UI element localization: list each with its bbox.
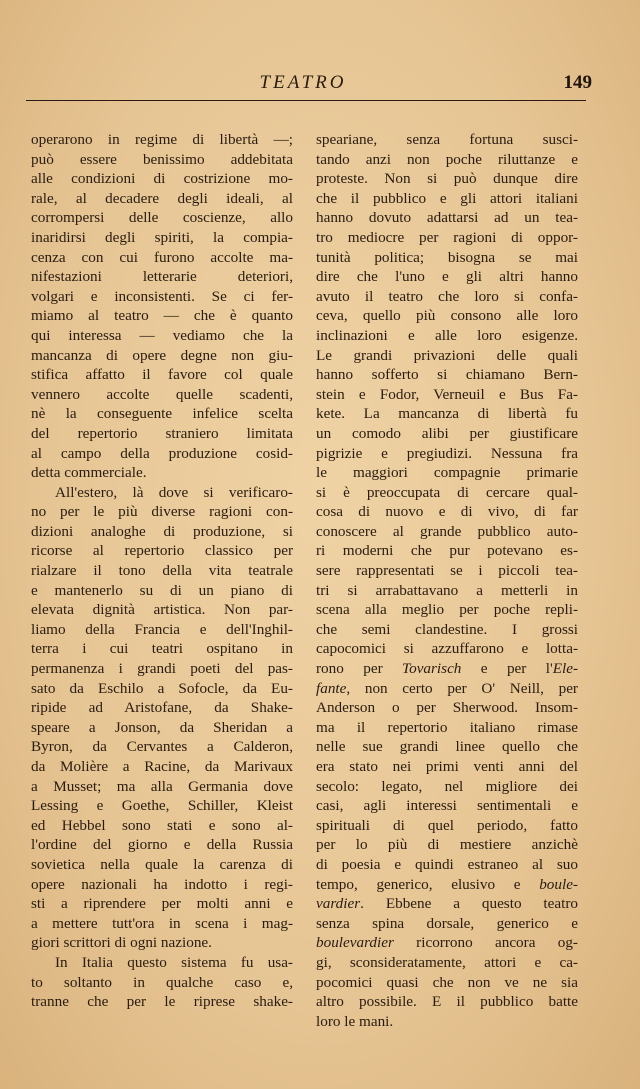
text-line: al campo della produzione cosid-: [31, 444, 293, 462]
text-line: opere nazionali ha indotto i regi-: [31, 875, 293, 893]
text-line: secolo: legato, nel migliore dei: [316, 777, 578, 795]
text-line: no per le più diverse ragioni con-: [31, 503, 293, 521]
text-line: tranne che per le riprese shake-: [31, 993, 293, 1011]
text-line: un comodo alibi per giustificare: [316, 424, 578, 442]
text-line: casi, agli interessi sentimentali e: [316, 797, 578, 815]
text-line: to soltanto in qualche caso e,: [31, 973, 293, 991]
text-line: a mettere tutt'ora in scena i mag-: [31, 914, 293, 932]
text-line: si è preoccupata di cercare qual-: [316, 483, 578, 501]
text-line: In Italia questo sistema fu usa-: [55, 953, 293, 971]
text-line: senza spina dorsale, generico e: [316, 914, 578, 932]
italic-title: Ele-: [552, 660, 579, 678]
text-line: nè la conseguente infelice scelta: [31, 405, 293, 423]
text-line: stein e Fodor, Verneuil e Bus Fa-: [316, 385, 578, 403]
italic-title: boule-: [539, 875, 578, 893]
text-line: Byron, da Cervantes a Calderon,: [31, 738, 293, 756]
text-line: cenza con cui furono accolte ma-: [31, 248, 293, 266]
text-line: [316, 933, 578, 953]
text-line: permanenza i grandi poeti del pas-: [31, 660, 293, 678]
text-line: elevata dignità artistica. Non par-: [31, 601, 293, 619]
header-rule: [26, 100, 586, 101]
text-line: [316, 875, 578, 895]
text-line: nifestazioni letterarie deteriori,: [31, 268, 293, 286]
text-line: miamo al teatro — che è quanto: [31, 307, 293, 325]
text-line: proteste. Non si può dunque dire: [316, 170, 578, 188]
text-line: Lessing e Goethe, Schiller, Kleist: [31, 797, 293, 815]
italic-title: vardier: [316, 895, 361, 913]
text-line: a Musset; ma alla Germania dove: [31, 777, 293, 795]
text-line: avuto il teatro che loro si confa-: [316, 287, 578, 305]
text-line: scena alla meglio per poche repli-: [316, 601, 578, 619]
text-line: liamo della Francia e dell'Inghil-: [31, 620, 293, 638]
text-segment: . Ebbene a questo teatro: [360, 895, 578, 913]
text-line: dire che l'uno e gli altri hanno: [316, 268, 578, 286]
text-line: ma il repertorio italiano rimase: [316, 718, 578, 736]
text-line: tunità politica; bisogna se mai: [316, 248, 578, 266]
text-line: altro possibile. E il pubblico batte: [316, 993, 578, 1011]
text-line: pocomici quasi che non ve ne sia: [316, 973, 578, 991]
text-line: era stato nei primi venti anni del: [316, 758, 578, 775]
text-segment: e per l': [461, 660, 553, 678]
page-number: 149: [563, 72, 592, 93]
text-line: hanno dovuto adattarsi ad un tea-: [316, 209, 578, 227]
text-line: hanno sofferto si chiamano Bern-: [316, 366, 578, 384]
text-segment: tempo, generico, elusivo e: [316, 875, 540, 893]
text-line: tando anzi non poche riluttanze e: [316, 150, 578, 168]
text-line: nelle sue grandi linee quello che: [316, 738, 578, 756]
text-line: per lo più di mestiere anzichè: [316, 836, 578, 854]
text-line: e mantenerlo su di un piano di: [31, 581, 293, 599]
text-line: sato da Eschilo a Sofocle, da Eu-: [31, 679, 293, 697]
text-line: [316, 679, 578, 699]
text-line: stifica affatto il favore col quale: [31, 366, 293, 384]
text-line: qui interessa — vediamo che la: [31, 326, 293, 344]
text-line: All'estero, là dove si verificaro-: [55, 483, 293, 501]
text-line: speariane, senza fortuna susci-: [316, 131, 578, 148]
text-line: [316, 659, 578, 679]
text-line: kete. La mancanza di libertà fu: [316, 405, 578, 423]
text-line: volgari e inconsistenti. Se ci fer-: [31, 287, 293, 305]
text-segment: , non certo per O' Neill, per: [346, 679, 578, 697]
text-line: sere rappresentati se i piccoli tea-: [316, 562, 578, 580]
text-line: tro mediocre per ragioni di oppor-: [316, 228, 578, 246]
text-segment: ricorrono ancora og-: [393, 934, 578, 952]
text-line: l'ordine del giorno e della Russia: [31, 836, 293, 854]
left-text-column: [31, 130, 293, 1012]
running-title: TEATRO: [259, 72, 347, 93]
text-line: dizioni analoghe di produzione, si: [31, 522, 293, 540]
text-line: alle condizioni di costrizione mo-: [31, 170, 293, 188]
text-line: spirituali di quel periodo, fatto: [316, 816, 578, 834]
text-line: che semi clandestine. I grossi: [316, 620, 578, 638]
text-line: che il pubblico e gli attori italiani: [316, 189, 578, 207]
text-line: corrompersi delle coscienze, allo: [31, 209, 293, 227]
text-line: da Molière a Racine, da Marivaux: [31, 758, 293, 775]
text-line: inaridirsi degli spiriti, la compia-: [31, 228, 293, 246]
text-line: sti a riprendere per molti anni e: [31, 895, 293, 913]
text-line: speare a Jonson, da Sheridan a: [31, 718, 293, 736]
right-text-column: [316, 130, 578, 1031]
text-line: loro le mani.: [316, 1012, 394, 1030]
text-line: pigrizie e pregiudizi. Nessuna fra: [316, 444, 578, 462]
text-line: del repertorio straniero limitata: [31, 424, 293, 442]
text-line: mancanza di opere degne non giu-: [31, 346, 293, 364]
text-line: detta commerciale.: [31, 464, 147, 482]
text-line: vennero accolte quelle scadenti,: [31, 385, 293, 403]
italic-title: fante: [316, 679, 347, 697]
text-line: sovietica nella quale la carenza di: [31, 855, 293, 873]
text-line: rale, al decadere degli ideali, al: [31, 189, 293, 207]
text-segment: rono per: [316, 660, 403, 678]
text-line: Anderson o per Sherwood. Insom-: [316, 699, 578, 717]
text-line: ceva, quello più consono alle loro: [316, 307, 578, 325]
text-line: giori scrittori di ogni nazione.: [31, 934, 212, 952]
text-line: ripide ad Aristofane, da Shake-: [31, 699, 293, 717]
text-line: Le grandi privazioni delle quali: [316, 346, 578, 364]
text-line: ed Hebbel sono stati e sono al-: [31, 816, 293, 834]
page-header: [26, 70, 592, 100]
text-line: capocomici si azzuffarono e lotta-: [316, 640, 578, 658]
text-line: operarono in regime di libertà —;: [31, 131, 293, 148]
text-line: rialzare il tono della vita teatrale: [31, 562, 293, 580]
text-line: terra i cui teatri ospitano in: [31, 640, 293, 658]
text-line: può essere benissimo addebitata: [31, 150, 293, 168]
text-line: ricorse al repertorio classico per: [31, 542, 293, 560]
text-line: cosa di nuovo e di vivo, di far: [316, 503, 578, 521]
text-line: di poesia e quindi estraneo al suo: [316, 855, 578, 873]
italic-title: boulevardier: [316, 934, 394, 952]
text-line: inclinazioni e alle loro esigenze.: [316, 326, 578, 344]
text-line: tri si arrabattavano a metterli in: [316, 581, 578, 599]
text-line: [316, 894, 578, 914]
text-line: conoscere al grande pubblico auto-: [316, 522, 578, 540]
text-line: le maggiori compagnie primarie: [316, 464, 578, 482]
text-line: gi, sconsideratamente, attori e ca-: [316, 953, 578, 971]
text-line: ri moderni che pur potevano es-: [316, 542, 578, 560]
italic-title: Tovarisch: [402, 660, 462, 678]
